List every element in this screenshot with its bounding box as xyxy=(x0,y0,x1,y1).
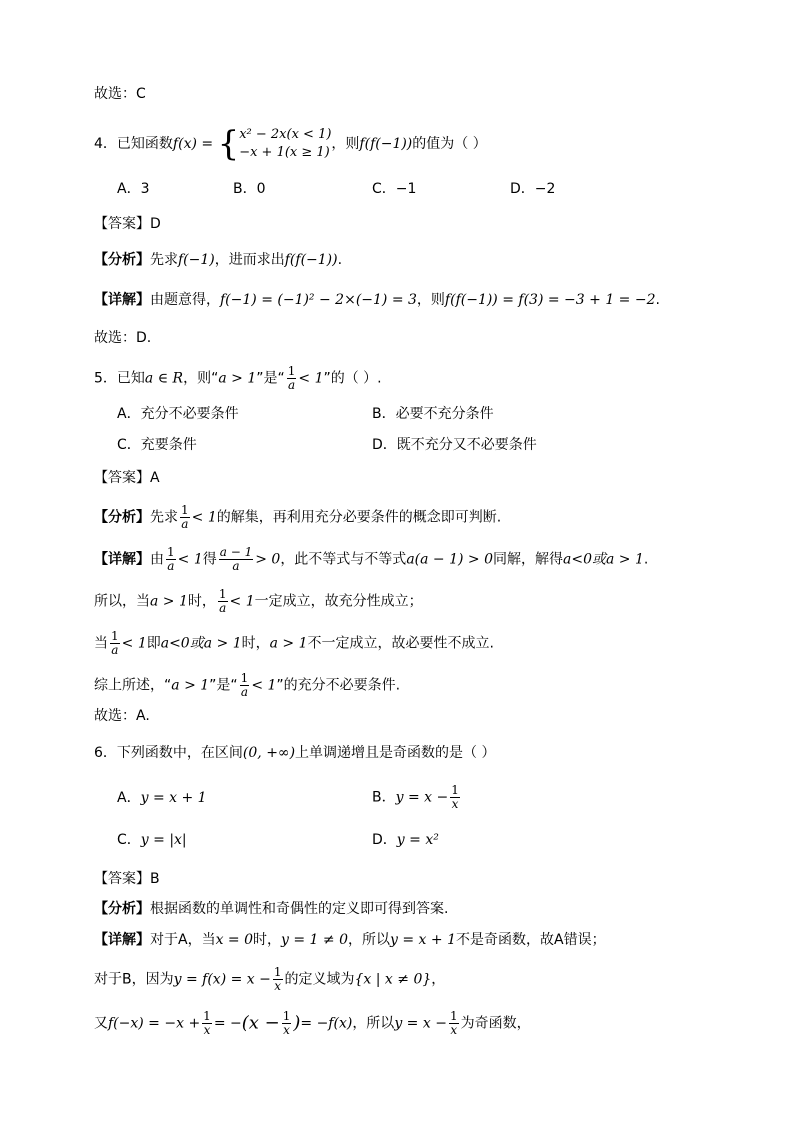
q4-option-b: B．0 xyxy=(233,181,266,197)
detail-6-line-3: 又f(−x) = −x + $\frac{1}{x}$ = −(x − $\frac{1}{x}$ )= −f(x)，所以y = x − $\frac{1}{x}$ 为奇函数， xyxy=(94,1009,531,1037)
analysis-6: 【分析】根据函数的单调性和奇偶性的定义即可得到答案. xyxy=(94,901,449,917)
answer-6: 【答案】B xyxy=(94,871,160,887)
q5-option-a: A．充分不必要条件 xyxy=(117,406,239,422)
detail-5-line-3: 当 $\frac{1}{a}$ < 1即a<0或a > 1时，a > 1不一定成立，故必要性不成立. xyxy=(94,629,494,657)
analysis-5: 【分析】先求 $\frac{1}{a}$ < 1的解集，再利用充分必要条件的概念即可判断. xyxy=(94,503,502,531)
q4-option-c: C．−1 xyxy=(372,181,417,197)
question-6: 6．下列函数中，在区间(0, +∞)上单调递增且是奇函数的是（ ） xyxy=(94,745,496,761)
q6-option-d: D．y = x² xyxy=(372,832,439,848)
choice-5: 故选：A. xyxy=(94,708,150,724)
q6-option-a: A．y = x + 1 xyxy=(117,790,207,806)
detail-5-line-2: 所以，当a > 1时， $\frac{1}{a}$ < 1一定成立，故充分性成立； xyxy=(94,587,423,615)
answer-5: 【答案】A xyxy=(94,470,160,486)
choice-4: 故选：D. xyxy=(94,330,152,346)
question-4: 4．已知函数f(x) = { x² − 2x(x < 1) −x + 1(x ≥ 1) ，则f(f(−1))的值为（ ） xyxy=(94,124,487,164)
q4-option-a: A．3 xyxy=(117,181,150,197)
q6-option-b: B．y = x − $\frac{1}{x}$ xyxy=(372,783,459,811)
q6-option-c: C．y = |x| xyxy=(117,832,187,848)
question-5: 5．已知a ∈ R，则“a > 1”是“ $\frac{1}{a}$ < 1”的（ ）. xyxy=(94,364,382,392)
detail-5-line-4: 综上所述，“a > 1”是“ $\frac{1}{a}$ < 1”的充分不必要条件. xyxy=(94,671,401,699)
detail-5: 【详解】由 $\frac{1}{a}$ < 1得 $\frac{a - 1}{a}$ > 0，此不等式与不等式a(a − 1) > 0同解，解得a<0或a > 1. xyxy=(94,545,649,573)
detail-4: 【详解】由题意得，f(−1) = (−1)² − 2×(−1) = 3，则f(f(−1)) = f(3) = −3 + 1 = −2. xyxy=(94,292,660,308)
answer-choice-line: 故选：C xyxy=(94,86,146,102)
q5-option-b: B．必要不充分条件 xyxy=(372,406,494,422)
q5-option-c: C．充要条件 xyxy=(117,437,197,453)
detail-6-line-2: 对于B，因为y = f(x) = x − $\frac{1}{x}$ 的定义域为{x | x ≠ 0}， xyxy=(94,965,446,993)
q5-option-d: D．既不充分又不必要条件 xyxy=(372,437,537,453)
answer-4: 【答案】D xyxy=(94,216,161,232)
detail-6: 【详解】对于A，当x = 0时，y = 1 ≠ 0，所以y = x + 1不是奇函数，故A错误； xyxy=(94,932,606,948)
analysis-4: 【分析】先求f(−1)，进而求出f(f(−1)). xyxy=(94,252,343,268)
q4-option-d: D．−2 xyxy=(510,181,556,197)
